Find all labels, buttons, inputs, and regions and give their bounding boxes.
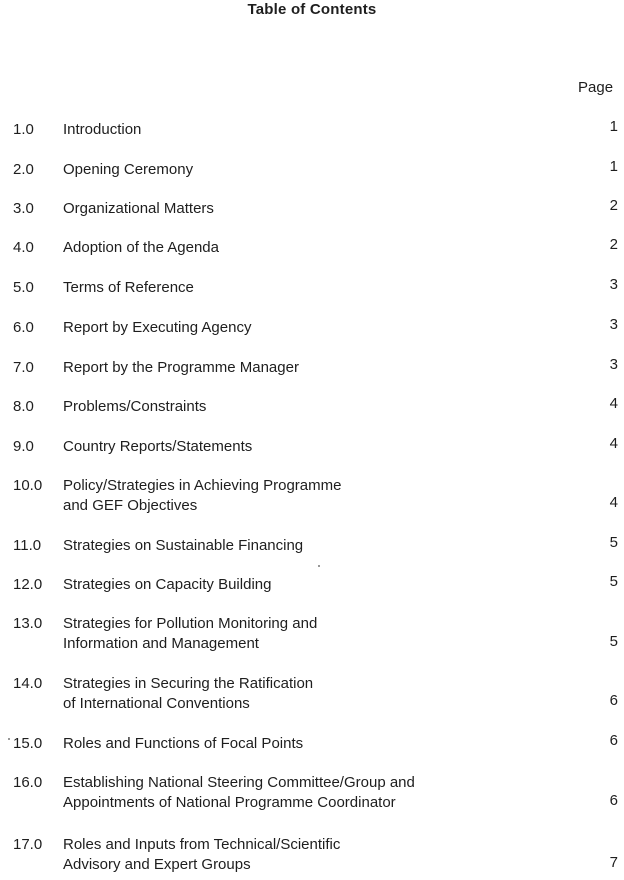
toc-entry-title [63, 437, 503, 457]
toc-entry-title-line: Introduction [63, 121, 142, 138]
toc-entry-number: 9.0 [13, 438, 34, 455]
toc-entry-title-line: of International Conventions [63, 695, 250, 712]
toc-entry-title [63, 476, 503, 516]
toc-entry-title-line: Policy/Strategies in Achieving Programme [63, 477, 342, 494]
toc-entry-page-number: 5 [609, 534, 618, 551]
toc-entry-title [63, 734, 503, 754]
toc-entry-page-number: 5 [609, 573, 618, 590]
toc-entry-page-number: 3 [609, 276, 618, 293]
toc-entry-title [63, 835, 503, 875]
toc-entry-page-number: 3 [609, 316, 618, 333]
toc-entry-title-line: Advisory and Expert Groups [63, 856, 251, 873]
toc-entry-number: 3.0 [13, 200, 34, 217]
toc-entry-number: 10.0 [13, 477, 43, 494]
toc-entry-title-line: Strategies in Securing the Ratification [63, 675, 314, 692]
toc-entry-page-number: 5 [609, 633, 618, 650]
toc-entry-page-number: 2 [609, 236, 618, 253]
toc-entry-title-line: Roles and Functions of Focal Points [63, 735, 304, 752]
toc-entry-title [63, 536, 503, 556]
toc-entry-title [63, 397, 503, 417]
toc-entry-page-number: 7 [609, 854, 618, 871]
toc-entry-page-number: 4 [609, 435, 618, 452]
toc-entry-number: 6.0 [13, 319, 34, 336]
toc-entry-number: 14.0 [13, 675, 43, 692]
toc-entry-title-line: Opening Ceremony [63, 161, 194, 178]
toc-entry-title [63, 773, 503, 813]
toc-entry-title-line: Strategies on Sustainable Financing [63, 537, 304, 554]
toc-entry-title-line: Adoption of the Agenda [63, 239, 219, 256]
toc-entry-title [63, 674, 503, 714]
scan-speck [318, 565, 320, 567]
toc-entry-number: 15.0 [13, 735, 43, 752]
toc-entry-title [63, 238, 503, 258]
toc-entry-title-line: Organizational Matters [63, 200, 214, 217]
toc-entry-title-line: Report by Executing Agency [63, 319, 252, 336]
toc-entry-number: 7.0 [13, 359, 34, 376]
toc-entry-title [63, 318, 503, 338]
toc-entry-title-line: Roles and Inputs from Technical/Scientific [63, 836, 341, 853]
toc-entry-title-line: Establishing National Steering Committee/Group and [63, 774, 415, 791]
toc-entry-page-number: 3 [609, 356, 618, 373]
scan-speck [8, 738, 10, 740]
toc-entry-number: 4.0 [13, 239, 34, 256]
toc-entry-number: 12.0 [13, 576, 43, 593]
toc-entry-page-number: 2 [609, 197, 618, 214]
toc-entry-number: 11.0 [13, 537, 42, 554]
toc-entry-page-number: 4 [609, 494, 618, 511]
toc-entry-title [63, 614, 503, 654]
toc-entry-page-number: 1 [609, 158, 618, 175]
toc-entry-title-line: Strategies on Capacity Building [63, 576, 272, 593]
toc-entry-title-line: Strategies for Pollution Monitoring and [63, 615, 318, 632]
toc-entry-title-line: Information and Management [63, 635, 259, 652]
toc-entry-page-number: 6 [609, 792, 618, 809]
toc-entry-title-line: Appointments of National Programme Coordinator [63, 794, 396, 811]
toc-entry-title-line: and GEF Objectives [63, 497, 198, 514]
toc-entry-page-number: 1 [609, 118, 618, 135]
toc-entry-number: 17.0 [13, 836, 43, 853]
toc-entry-number: 16.0 [13, 774, 43, 791]
toc-entry-title [63, 160, 503, 180]
toc-entry-number: 13.0 [13, 615, 43, 632]
toc-entry-title [63, 278, 503, 298]
toc-entry-title-line: Problems/Constraints [63, 398, 207, 415]
toc-entry-title [63, 120, 503, 140]
toc-entry-number: 8.0 [13, 398, 34, 415]
toc-entry-number: 5.0 [13, 279, 34, 296]
toc-entry-title-line: Report by the Programme Manager [63, 359, 299, 376]
toc-entry-page-number: 6 [609, 732, 618, 749]
toc-entry-page-number: 4 [609, 395, 618, 412]
toc-entry-page-number: 6 [609, 692, 618, 709]
toc-entry-title-line: Country Reports/Statements [63, 438, 253, 455]
toc-entry-number: 2.0 [13, 161, 34, 178]
toc-entry-title [63, 575, 503, 595]
toc-entry-title [63, 199, 503, 219]
toc-entry-title [63, 358, 503, 378]
document-title: Table of Contents [247, 1, 377, 18]
toc-entry-title-line: Terms of Reference [63, 279, 194, 296]
page-column-header: Page [578, 79, 614, 96]
toc-entry-number: 1.0 [13, 121, 34, 138]
